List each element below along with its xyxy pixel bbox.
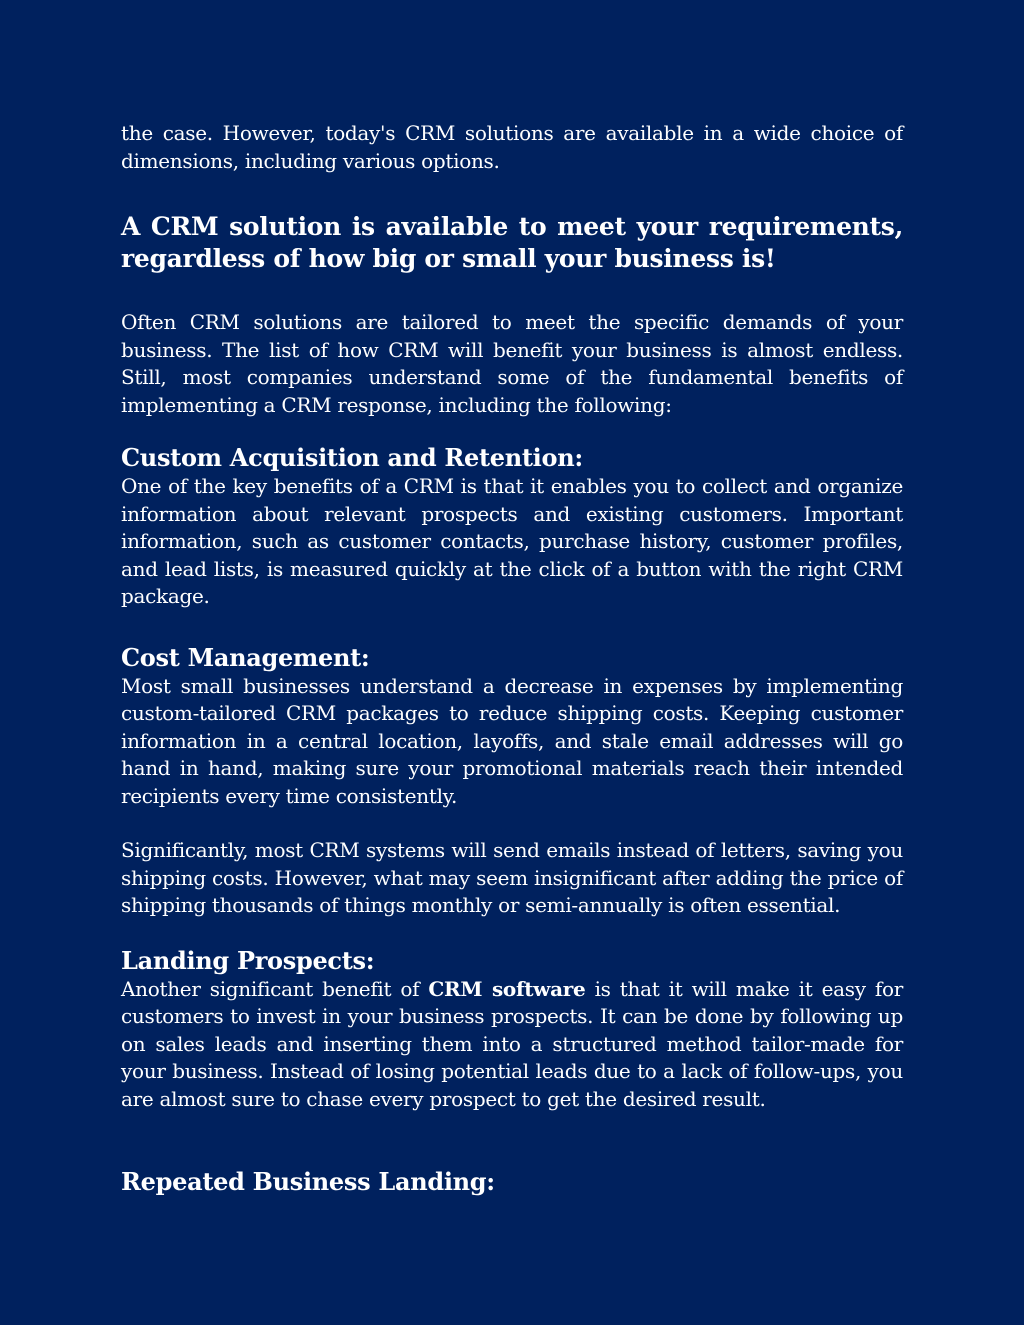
landing-paragraph xyxy=(121,976,903,1114)
intro-paragraph: the case. However, today's CRM solutions are available in a wide choice of dimensions, including various options. xyxy=(121,121,903,173)
crm-software-link-text: CRM software xyxy=(428,976,586,1001)
landing-heading: Landing Prospects: xyxy=(121,945,375,975)
cost-paragraph-2: Significantly, most CRM systems will send emails instead of letters, saving you shipping costs. However, what may seem insignificant after adding the price of shipping thousands of things monthly or semi-annually is often essential. xyxy=(121,838,903,917)
repeated-heading: Repeated Business Landing: xyxy=(121,1167,495,1196)
page-content xyxy=(121,120,903,1197)
headline: A CRM solution is available to meet your requirements, regardless of how big or small your business is! xyxy=(121,212,903,273)
landing-text-after: is that it will make it easy for customers to invest in your business prospects. It can be done by following up on sales leads and inserting them into a structured method tailor-made for your business. Instead of losing potential leads due to a lack of follow-ups, you are almost sure to chase every prospect to get the desired result. xyxy=(121,976,903,1111)
cost-heading: Cost Management: xyxy=(121,642,370,672)
acquisition-paragraph: One of the key benefits of a CRM is that it enables you to collect and organize information about relevant prospects and existing customers. Important information, such as customer contacts, purchase history, customer profiles, and lead lists, is measured quickly at the click of a button with the right CRM package. xyxy=(121,474,903,608)
landing-text-before: Another significant benefit of xyxy=(121,976,429,1001)
benefits-intro-paragraph: Often CRM solutions are tailored to meet the specific demands of your business. The list of how CRM will benefit your business is almost endless. Still, most companies understand some of the fundamental benefits of implementing a CRM response, including the following: xyxy=(121,310,903,417)
acquisition-heading: Custom Acquisition and Retention: xyxy=(121,443,583,472)
cost-paragraph: Most small businesses understand a decrease in expenses by implementing custom-tailored CRM packages to reduce shipping costs. Keeping customer information in a central location, layoffs, and stale email addresses will go hand in hand, making sure your promotional materials reach their intended recipients every time consistently. xyxy=(121,673,903,808)
